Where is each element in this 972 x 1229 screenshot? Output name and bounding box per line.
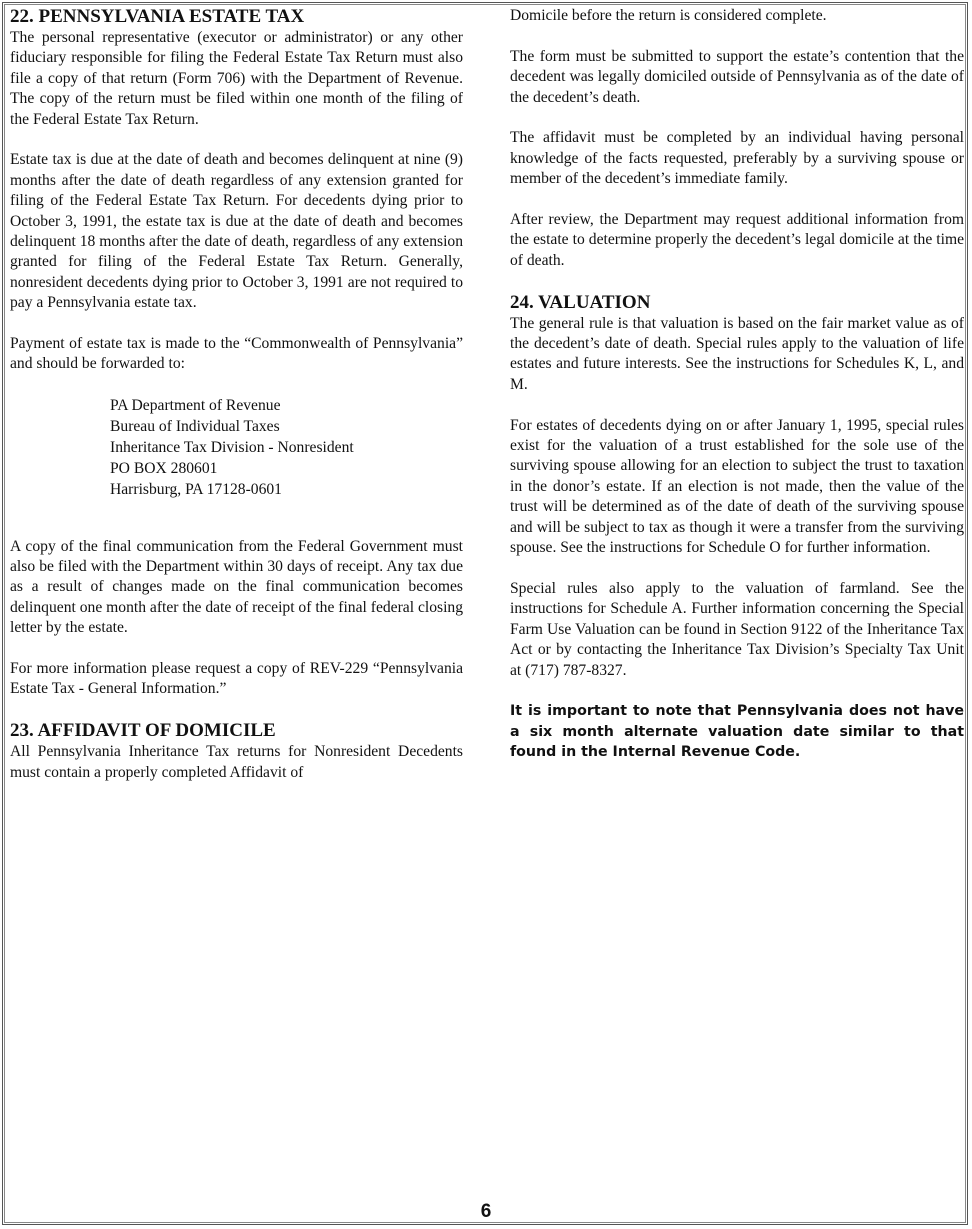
right-column [510,6,964,783]
section-22-paragraph-5: For more information please request a copy of REV-229 “Pennsylvania Estate Tax - General Information.” [10,660,463,698]
spacer [10,521,463,537]
address-line-1: PA Department of Revenue [110,397,281,415]
section-22-paragraph-1: The personal representative (executor or administrator) or any other fiduciary responsible for filing the Federal Estate Tax Return must also file a copy of that return (Form 706) with the Department of Revenue. The copy of the return must be filed within one month of the filing of the Federal Estate Tax Return. [10,29,463,128]
section-24-paragraph-1: The general rule is that valuation is based on the fair market value as of the decedent’s date of death. Special rules apply to the valuation of life estates and future interests. See the instructions for Schedules K, L, and M. [510,314,964,393]
section-24-heading: 24. VALUATION [510,291,651,313]
section-22-heading: 22. PENNSYLVANIA ESTATE TAX [10,6,305,27]
page-number: 6 [480,1201,492,1222]
address-line-4: PO BOX 280601 [110,460,218,478]
section-23-heading: 23. AFFIDAVIT OF DOMICILE [10,720,276,742]
address-line-2: Bureau of Individual Taxes [110,418,280,436]
section-23-paragraph-1-start: All Pennsylvania Inheritance Tax returns for Nonresident Decedents must contain a properly completed Affidavit of [10,743,463,781]
left-column [10,6,463,803]
section-23-paragraph-3: The affidavit must be completed by an individual having personal knowledge of the facts requested, preferably by a surviving spouse or member of the decedent’s immediate family. [510,129,964,188]
section-22-paragraph-4: A copy of the final communication from the Federal Government must also be filed with the Department within 30 days of receipt. Any tax due as a result of changes made on the final communication becomes delinquent one month after the date of receipt of the final federal closing letter by the estate. [10,537,463,637]
address-line-5: Harrisburg, PA 17128-0601 [110,481,282,499]
valuation-important-note: It is important to note that Pennsylvania does not have a six month alternate valuation date similar to that found in the Internal Revenue Code. [510,703,964,761]
section-22-paragraph-2: Estate tax is due at the date of death and becomes delinquent at nine (9) months after the date of death regardless of any extension granted for filing of the Federal Estate Tax Return. For decedents dying prior to October 3, 1991, the estate tax is due at the date of death and becomes delinquent 18 months after the date of death, regardless of any extension granted for filing of the Federal Estate Tax Return. Generally, nonresident decedents dying prior to October 3, 1991 are not required to pay a Pennsylvania estate tax. [10,151,463,312]
section-23-paragraph-2: The form must be submitted to support the estate’s contention that the decedent was legally domiciled outside of Pennsylvania as of the date of the decedent’s death. [510,47,964,106]
mailing-address [110,395,463,500]
address-line-3: Inheritance Tax Division - Nonresident [110,439,354,457]
section-24-paragraph-3: Special rules also apply to the valuation of farmland. See the instructions for Schedule A. Further information concerning the Special Farm Use Valuation can be found in Section 9122 of the Inheritance Tax Act or by contacting the Inheritance Tax Division’s Specialty Tax Unit at (717) 787-8327. [510,579,964,679]
section-23-paragraph-4: After review, the Department may request additional information from the estate to determine properly the decedent’s legal domicile at the time of death. [510,211,964,269]
section-22-paragraph-3: Payment of estate tax is made to the “Commonwealth of Pennsylvania” and should be forwarded to: [10,335,463,373]
section-24-paragraph-2: For estates of decedents dying on or after January 1, 1995, special rules exist for the valuation of a trust established for the sole use of the surviving spouse allowing for an election to subject the trust to taxation in the donor’s estate. If an election is not made, then the value of the trust will be determined as of the date of death of the surviving spouse and will be subject to tax as though it were a transfer from the surviving spouse. See the instructions for Schedule O for further information. [510,416,964,557]
section-23-paragraph-1-end: Domicile before the return is considered complete. [510,7,827,24]
